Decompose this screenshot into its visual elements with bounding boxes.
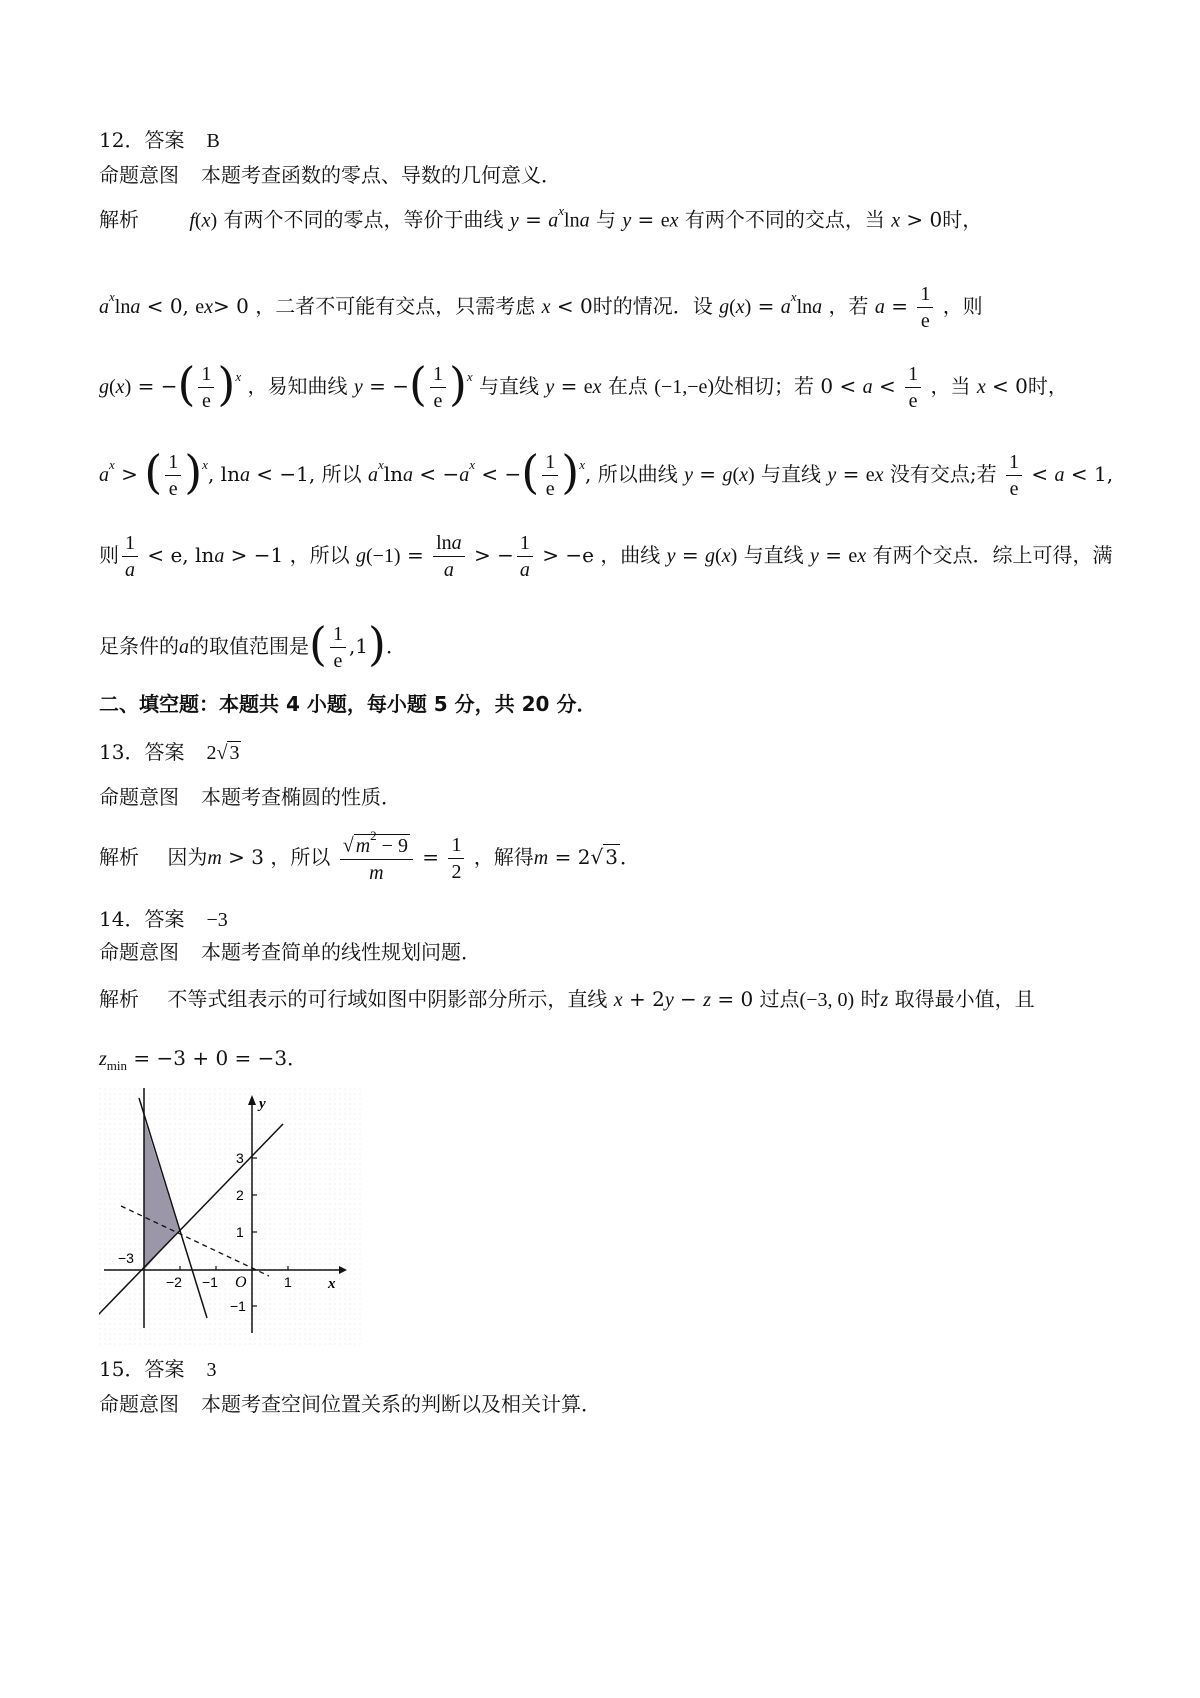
y-tick-label: 2 bbox=[236, 1187, 244, 1203]
q12-analysis-line-2: $a^x\ln a < 0$, ex> 0 ，二者不可能有交点，只需考虑 x < 0时的情况．设 $g(x) = a^x\ln a$ ，若 a = $\frac{1}{e}$ ，则 bbox=[99, 283, 983, 332]
q15-intent-label: 命题意图 bbox=[99, 1392, 179, 1416]
origin-label: O bbox=[235, 1274, 247, 1291]
y-tick-label: 3 bbox=[236, 1150, 244, 1166]
q12-text: 处相切；若 bbox=[714, 374, 815, 399]
q12-text: 在点 bbox=[607, 374, 648, 399]
q12-text: 所以曲线 bbox=[597, 462, 678, 487]
x-tick-label: 1 bbox=[284, 1274, 292, 1290]
q14-analysis-label: 解析 bbox=[99, 987, 139, 1011]
q12-analysis-line-5: 则 $\frac{1}{a}$ < e, lna > −1 ，所以 g(−1) = $\frac{\ln a}{a}$ > − $\frac{1}{a}$ > −e ，曲线 y = g(x) 与直线 y = ex 有两个交点．综上可得，满 bbox=[99, 532, 1113, 581]
q13-analysis-label: 解析 bbox=[99, 844, 139, 869]
q14-label: 14．答案 bbox=[99, 907, 185, 931]
q13-text: 因为 bbox=[167, 844, 208, 869]
q13-text: ，所以 bbox=[270, 844, 331, 869]
q14-text: 过点 bbox=[759, 987, 800, 1011]
q12-text: 时， bbox=[942, 207, 983, 232]
q12-text: ，当 bbox=[930, 374, 971, 399]
q12-text: ，所以 bbox=[289, 543, 350, 567]
q12-text: 有两个交点．综上可得，满 bbox=[872, 543, 1113, 567]
q12-text: 与直线 bbox=[743, 543, 804, 567]
q12-analysis-line-6: 足条件的a的取值范围是( $\frac{1}{e}$ ,1)． bbox=[99, 617, 406, 673]
x-tick-label: −3 bbox=[118, 1250, 134, 1266]
q12-text: 与直线 bbox=[761, 462, 822, 487]
q13-answer-line: 13．答案 2√ 3 bbox=[99, 740, 240, 764]
q12-text: 足条件的 bbox=[99, 634, 179, 659]
q12-text: 时， bbox=[1027, 374, 1068, 399]
q14-text: 取得最小值，且 bbox=[894, 987, 1035, 1011]
q12-text: ，则 bbox=[942, 294, 983, 318]
q12-answer: B bbox=[206, 130, 220, 152]
q15-intent: 本题考查空间位置关系的判断以及相关计算． bbox=[201, 1392, 601, 1416]
q13-analysis-line: 解析 因为m > 3 ，所以 $\frac{√ m^2 - 9}{m}$ = $\frac{1}{2}$ ，解得m = 2√ 3 ． bbox=[99, 828, 640, 884]
q14-intent: 本题考查简单的线性规划问题． bbox=[201, 940, 481, 964]
q12-analysis-line-4: $a^x$ > ( $\frac{1}{e}$ )$^x$, lna < −1, 所以 $a^x\ln a < -a^x$ < −( $\frac{1}{e}$ )$^x$, 所以曲线 y = g(x) 与直线 y = ex 没有交点;若 $\frac{1}{e}$ < a < 1, bbox=[99, 445, 1114, 501]
q14-intent-label: 命题意图 bbox=[99, 940, 179, 964]
q14-text: 时 bbox=[860, 987, 881, 1011]
x-tick-label: −1 bbox=[202, 1274, 218, 1290]
q15-answer-line bbox=[99, 1357, 216, 1382]
q14-text: 不等式组表示的可行域如图中阴影部分所示，直线 bbox=[167, 987, 608, 1011]
section-heading: 二、填空题：本题共 4 小题，每小题 5 分，共 20 分． bbox=[99, 692, 597, 716]
q12-text: 有两个不同的交点，当 bbox=[684, 207, 885, 232]
q13-text: ，解得 bbox=[473, 844, 534, 869]
q15-intent-line bbox=[99, 1392, 601, 1416]
q12-intent-label: 命题意图 bbox=[99, 163, 179, 187]
y-tick-label: 1 bbox=[236, 1224, 244, 1240]
q12-text: ． bbox=[386, 634, 406, 659]
q12-text: 有两个不同的零点，等价于曲线 bbox=[223, 207, 504, 232]
q14-answer-line bbox=[99, 907, 228, 932]
q12-intent-line bbox=[99, 163, 561, 187]
q13-intent: 本题考查椭圆的性质． bbox=[201, 785, 401, 809]
q13-label: 13．答案 bbox=[99, 740, 185, 764]
q12-analysis-label: 解析 bbox=[99, 207, 139, 232]
q12-text: ，易知曲线 bbox=[247, 374, 348, 399]
q12-text: ，若 bbox=[828, 294, 869, 318]
q15-answer: 3 bbox=[206, 1359, 217, 1381]
q12-analysis-line-3: g(x) = −( $\frac{1}{e}$ )$^x$ ，易知曲线 y = −( $\frac{1}{e}$ )$^x$ 与直线 y = ex 在点 (−1,−e)处相切；若 0 < a < $\frac{1}{e}$ ，当 x < 0时， bbox=[99, 357, 1068, 413]
q12-text: 时的情况．设 bbox=[592, 294, 713, 318]
q12-text: ，二者不可能有交点，只需考虑 bbox=[255, 294, 536, 318]
q12-text: 所以 bbox=[321, 462, 362, 487]
q12-intent: 本题考查函数的零点、导数的几何意义． bbox=[201, 163, 561, 187]
y-axis-label: y bbox=[259, 1096, 266, 1112]
q12-text: 没有交点;若 bbox=[889, 462, 997, 487]
q12-label: 12．答案 bbox=[99, 128, 185, 152]
q15-label: 15．答案 bbox=[99, 1357, 185, 1381]
q14-analysis-line-2: $z_{min} = -3 + 0 = -3$． bbox=[99, 1046, 308, 1073]
q14-analysis-line-1: 解析 不等式组表示的可行域如图中阴影部分所示，直线 x + 2y − z = 0 过点(−3, 0) 时z 取得最小值，且 bbox=[99, 987, 1035, 1011]
q14-answer: −3 bbox=[206, 909, 228, 931]
feasible-region-figure bbox=[99, 1088, 361, 1346]
q12-text: 与 bbox=[595, 207, 616, 232]
q12-text: 与直线 bbox=[479, 374, 540, 399]
q12-analysis-line-1: 解析 f(x) 有两个不同的零点，等价于曲线 $y = a^x\ln a$ 与 y = ex 有两个不同的交点，当 x > 0时， bbox=[99, 203, 983, 232]
q12-text: 的取值范围是 bbox=[189, 634, 309, 659]
q14-intent-line bbox=[99, 940, 481, 964]
q13-intent-label: 命题意图 bbox=[99, 785, 179, 809]
q13-intent-line bbox=[99, 785, 401, 809]
y-tick-label: −1 bbox=[230, 1298, 246, 1314]
q12-answer-line bbox=[99, 128, 220, 153]
q12-text: 则 bbox=[99, 543, 119, 567]
x-axis-label: x bbox=[328, 1276, 336, 1292]
x-tick-label: −2 bbox=[166, 1274, 182, 1290]
q12-text: ，曲线 bbox=[600, 543, 661, 567]
